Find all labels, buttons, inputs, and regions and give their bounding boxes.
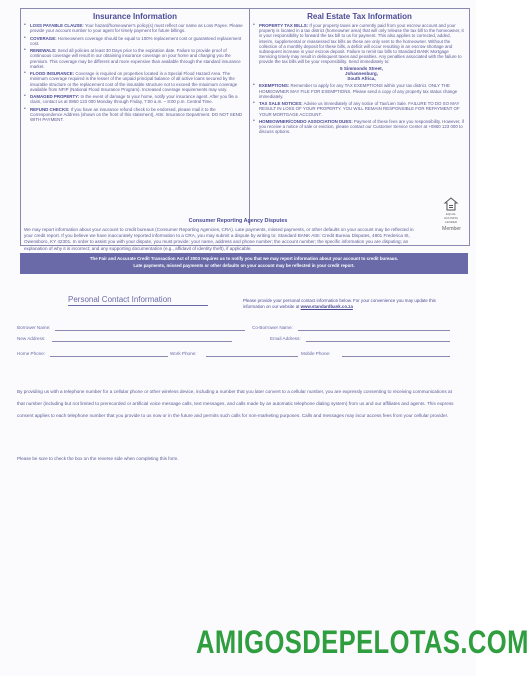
form-code bbox=[3, 72, 11, 152]
cellular-consent-text: By providing us with a telephone number for a cellular phone or other wireless device, including a number that you later convert to a cellular number, you are expressly consenting to receiving communications at that number (including but not limited to prerecorded or artificial voice message calls, text messages, and calls made by an automatic telephone dialing system) from us and our affiliates and agents. This express consent applies to each telephone number that you provide to us now or in the future and permits such calls for non-marketing purposes. Calls and messages may incur access fees from your cellular provider. bbox=[17, 389, 454, 419]
realestate-item: • EXEMPTIONS: Remember to apply for any TAX EXEMPTIONS within your tax district. ONLY THE HOMEOWNER MAY FILE FOR EXEMPTIONS. Please send a copy of any property tax status change immediately. bbox=[259, 83, 464, 99]
insurance-item: • LOSS PAYABLE CLAUSE: Your hazard/homeowner's policy(s) must reflect our name as Loss Payee. Please provide your account number to your agent for timely payment for future billings. bbox=[30, 23, 244, 33]
insurance-item: • DAMAGED PROPERTY: In the event of damage to your home, notify your insurance agent. After you file a claim, contact us at 0860 123 000 Monday through Friday, 7:00 a.m. – 8:00 p.m. Central Time. bbox=[30, 94, 244, 104]
email-field[interactable] bbox=[306, 341, 450, 342]
contact-title: Personal Contact Information bbox=[68, 295, 208, 306]
borrower-label: Borrower Name: bbox=[17, 325, 51, 330]
member-label: Member bbox=[442, 226, 462, 232]
mobile-phone-label: Mobile Phone: bbox=[301, 351, 331, 356]
work-phone-label: Work Phone: bbox=[170, 351, 197, 356]
new-address-field[interactable] bbox=[52, 341, 232, 342]
credit-disputes-text: We may report information about your account to credit bureaus (Consumer Reporting Agencies, CRA). Late payments, missed payments, or other defaults on your account may be reflected in your credit report. If you believe we have inaccurately reported information to a CRA, you may submit a dispute by writing to: Standard BANK Attn: Credit Bureau Disputes, 4801 Frederica St, Owensboro, KY 42301. In order to assist you with your dispute, you must provide: your name, address and phone number; the account number; the specific information you are disputing; an explanation of why it is incorrect; and any supporting documentation (e.g., affidavit of identity theft), if applicable. bbox=[24, 227, 414, 251]
work-phone-field[interactable] bbox=[206, 356, 298, 357]
realestate-item: • PROPERTY TAX BILLS: If your property taxes are currently paid from your escrow account and your property is located in a tax district (homeowner area) that will only release the tax bill to the homeowner, it is your responsibility to forward the tax bill to us for payment. This also applies to corrected, added, interim, supplemental or reassessed tax bills as these are only sent to the homeowner. Without the collection of a monthly deposit for these bills, a deficit will occur resulting in an escrow shortage and subsequent increase in your escrow deposit. Failure to remit tax bills to Standard BANK Mortgage Servicing timely may result in delinquent taxes and penalties. Any penalties associated with the failure to provide the tax bills will be your responsibility. Send immediately to: 5 Simmonds Street, Johannesburg, South Africa, bbox=[259, 23, 464, 81]
realestate-title: Real Estate Tax Information bbox=[307, 12, 412, 21]
website-link[interactable]: www.standardbank.co.za bbox=[300, 304, 353, 309]
insurance-title: Insurance Information bbox=[92, 12, 177, 21]
insurance-section bbox=[21, 9, 250, 225]
realestate-item: • TAX SALE NOTICES: Advise us immediately of any notice of Tax/Lien Sale. FAILURE TO DO SO MAY RESULT IN LOSS OF YOUR PROPERTY. YOU WILL REMAIN RESPONSIBLE FOR REPAYMENT OF YOUR MORTGAGE ACCOUNT. bbox=[259, 101, 464, 117]
email-label: Email Address: bbox=[270, 336, 301, 341]
new-address-label: New Address: bbox=[17, 336, 46, 341]
insurance-item: • FLOOD INSURANCE: Coverage is required on properties located in a Special Flood Hazard Area. The minimum coverage required is the lesser of the unpaid principal balance of all active loans secured by the insurable structure or the replacement cost of the insurable structure not to exceed the maximum coverage available from NFIP (National Flood Insurance Program). Increased coverage requirements may vary. bbox=[30, 71, 244, 92]
insurance-item: • COVERAGE: Homeowners coverage should be equal to 100% replacement cost or guaranteed replacement cost. bbox=[30, 36, 244, 46]
equal-housing-icon bbox=[444, 197, 458, 211]
credit-disputes-title: Consumer Reporting Agency Disputes bbox=[188, 218, 288, 224]
borrower-field[interactable] bbox=[55, 330, 245, 331]
mobile-phone-field[interactable] bbox=[342, 356, 450, 357]
insurance-item: • REFUND CHECKS: If you have an insurance refund check to be endorsed, please mail it to the Correspondence Address (shown on the front of this statement), Attn: Insurance Department. DO NOT SEND WITH PAYMENT. bbox=[30, 107, 244, 123]
coborrower-label: Co-Borrower Name: bbox=[252, 325, 293, 330]
info-box bbox=[20, 8, 470, 246]
equal-housing-label: EQUAL HOUSING LENDER bbox=[443, 212, 458, 224]
realestate-section bbox=[250, 9, 469, 225]
checkbox-reminder: Please be sure to check the box on the reverse side when completing this form. bbox=[17, 456, 179, 461]
mailing-address: 5 Simmonds Street, Johannesburg, South Africa, bbox=[340, 65, 383, 82]
home-phone-field[interactable] bbox=[50, 356, 168, 357]
realestate-item: • HOMEOWNER/CONDO ASSOCIATION DUES: Payment of these fees are you responsibility. However, if you receive a notice of sale or eviction, please contact our Customer Service Center at +0860 123 000 to discuss options. bbox=[259, 119, 464, 135]
coborrower-field[interactable] bbox=[298, 330, 450, 331]
watermark: AMIGOSDEPELOTAS.COM bbox=[196, 624, 529, 660]
facta-banner: The Fair and Accurate Credit Transaction Act of 2003 requires us to notify you that we may report information about your account to credit bureaus. Late payments, missed payments or other defaults on your account may be reflected in your credit report. bbox=[20, 253, 468, 274]
insurance-item: • RENEWALS: Send all policies at least 30 Days prior to the expiration date. Failure to provide proof of continuous coverage will result in our obtaining insurance coverage on your home and charging you the premium. This coverage may be different and more expensive than available through the standard insurance market. bbox=[30, 48, 244, 69]
contact-note: Please provide your personal contact information below. For your convenience you may update this information on our website at www.standardbank.co.za bbox=[243, 298, 436, 309]
home-phone-label: Home Phone: bbox=[17, 351, 46, 356]
